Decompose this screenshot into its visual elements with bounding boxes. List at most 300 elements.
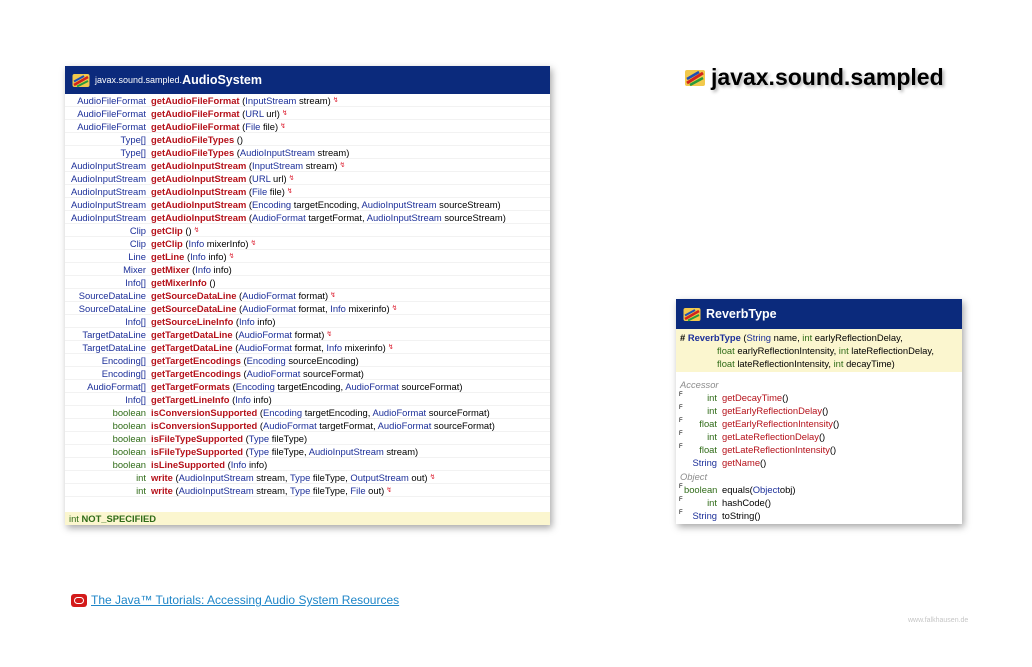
- method-row[interactable]: [65, 354, 550, 367]
- tutorial-link-row: [71, 593, 399, 607]
- param-text: (: [749, 484, 753, 495]
- throws-icon: ↯: [326, 331, 333, 338]
- param-text: file): [260, 121, 279, 132]
- return-type[interactable]: AudioInputStream: [70, 199, 146, 210]
- param-text: (: [184, 251, 191, 262]
- param-text: (): [760, 457, 767, 468]
- throws-icon: ↯: [429, 474, 436, 481]
- method-list: [65, 94, 550, 497]
- method-signature: [151, 107, 550, 119]
- final-marker: [676, 456, 684, 469]
- method-signature: [151, 302, 550, 314]
- method-name[interactable]: getEarlyReflectionDelay: [722, 405, 823, 416]
- method-row[interactable]: [65, 237, 550, 250]
- method-signature: [151, 432, 550, 444]
- member-row[interactable]: [676, 417, 962, 430]
- member-row[interactable]: [676, 443, 962, 456]
- method-row[interactable]: [65, 133, 550, 146]
- constant-type: int: [69, 513, 79, 524]
- member-row[interactable]: [676, 404, 962, 417]
- param-text: (: [182, 238, 189, 249]
- method-row[interactable]: [65, 302, 550, 315]
- type-ref[interactable]: Info: [235, 394, 251, 405]
- member-sections: [676, 378, 962, 522]
- param-text: sourceStream): [441, 212, 506, 223]
- protected-marker: #: [680, 332, 686, 343]
- return-type: int: [707, 497, 717, 508]
- method-name[interactable]: getAudioInputStream: [151, 186, 247, 197]
- type-ref[interactable]: InputStream: [252, 160, 304, 171]
- method-name[interactable]: isLineSupported: [151, 459, 225, 470]
- return-type[interactable]: TargetDataLine: [82, 329, 146, 340]
- method-name[interactable]: getDecayTime: [722, 392, 783, 403]
- param-text: stream): [383, 446, 419, 457]
- param-text: (: [239, 95, 246, 106]
- return-type[interactable]: AudioFileFormat: [77, 108, 146, 119]
- method-row[interactable]: [65, 328, 550, 341]
- method-signature: [151, 354, 550, 366]
- method-name[interactable]: getAudioFileFormat: [151, 95, 240, 106]
- param-text: info): [210, 264, 232, 275]
- return-type[interactable]: Info[]: [125, 316, 146, 327]
- throws-icon: ↯: [386, 487, 393, 494]
- method-row[interactable]: [65, 432, 550, 445]
- constant-row[interactable]: [65, 512, 550, 525]
- type-ref[interactable]: URL: [252, 173, 271, 184]
- method-row[interactable]: [65, 185, 550, 198]
- return-type[interactable]: Line: [128, 251, 146, 262]
- type-ref[interactable]: File: [252, 186, 268, 197]
- type-ref[interactable]: URL: [245, 108, 264, 119]
- param-text: fileType,: [269, 446, 309, 457]
- param-text: (: [239, 108, 246, 119]
- param-text: name,: [771, 332, 803, 343]
- param-text: format): [292, 329, 325, 340]
- param-text: (: [224, 459, 231, 470]
- return-type: boolean: [112, 407, 146, 418]
- return-type: boolean: [112, 446, 146, 457]
- type-ref[interactable]: AudioFormat: [252, 212, 306, 223]
- type-ref[interactable]: File: [245, 121, 261, 132]
- java-package-icon: [684, 68, 706, 88]
- reverbtype-header[interactable]: [676, 299, 962, 329]
- type-ref[interactable]: InputStream: [245, 95, 297, 106]
- type-ref[interactable]: Encoding: [252, 199, 292, 210]
- method-name[interactable]: getAudioFileTypes: [151, 134, 235, 145]
- type-ref[interactable]: AudioFormat: [238, 342, 293, 353]
- method-row[interactable]: [65, 406, 550, 419]
- type-ref[interactable]: AudioInputStream: [308, 446, 384, 457]
- param-text: url): [263, 108, 280, 119]
- method-row[interactable]: [65, 367, 550, 380]
- tutorial-link[interactable]: The Java™ Tutorials: Accessing Audio System Resources: [91, 593, 400, 607]
- param-text: (: [246, 212, 253, 223]
- param-text: targetEncoding,: [274, 381, 346, 392]
- method-row[interactable]: [65, 224, 550, 237]
- param-text: sourceEncoding): [285, 355, 359, 366]
- method-signature: [151, 406, 550, 418]
- throws-icon: ↯: [330, 292, 337, 299]
- final-marker: F: [679, 392, 683, 398]
- method-signature: [151, 94, 550, 106]
- type-ref[interactable]: Type: [248, 446, 270, 457]
- keyword: int: [833, 358, 844, 369]
- return-type: boolean: [112, 420, 146, 431]
- return-type: int: [707, 392, 717, 403]
- method-name[interactable]: getAudioFileFormat: [151, 108, 240, 119]
- return-type[interactable]: AudioInputStream: [70, 212, 146, 223]
- section-label: Accessor: [680, 379, 719, 390]
- param-text: (: [232, 342, 239, 353]
- keyword: int: [802, 332, 813, 343]
- param-text: (): [782, 392, 789, 403]
- param-text: out): [365, 485, 385, 496]
- param-text: targetFormat,: [305, 212, 367, 223]
- method-row[interactable]: [65, 289, 550, 302]
- method-name[interactable]: hashCode: [722, 497, 765, 508]
- throws-icon: ↯: [250, 240, 257, 247]
- method-row[interactable]: [65, 471, 550, 484]
- type-ref[interactable]: AudioFormat: [263, 420, 317, 431]
- method-name[interactable]: getSourceDataLine: [151, 303, 237, 314]
- method-name[interactable]: getMixer: [151, 264, 190, 275]
- final-marker: F: [679, 484, 683, 490]
- param-text: (: [232, 329, 239, 340]
- return-type: float: [699, 444, 717, 455]
- method-signature: [151, 393, 550, 405]
- param-text: decayTime): [843, 358, 895, 369]
- param-text: (: [233, 316, 240, 327]
- method-name[interactable]: write: [151, 472, 173, 483]
- type-ref[interactable]: Info: [330, 303, 346, 314]
- return-type[interactable]: AudioFormat[]: [87, 381, 146, 392]
- param-text: targetEncoding,: [291, 199, 362, 210]
- method-row[interactable]: [65, 315, 550, 328]
- method-signature: [151, 211, 550, 223]
- param-text: (: [243, 433, 249, 444]
- method-name[interactable]: getLine: [151, 251, 185, 262]
- type-ref[interactable]: AudioInputStream: [239, 147, 315, 158]
- method-row[interactable]: [65, 393, 550, 406]
- member-row[interactable]: [676, 496, 962, 509]
- param-text: format,: [295, 303, 331, 314]
- param-text: stream,: [253, 485, 290, 496]
- package-title: [684, 64, 944, 91]
- param-text: format,: [292, 342, 327, 353]
- throws-icon: ↯: [391, 305, 398, 312]
- type-ref[interactable]: AudioInputStream: [178, 485, 254, 496]
- param-text: (): [833, 418, 840, 429]
- return-type[interactable]: Info[]: [125, 394, 146, 405]
- param-text: lateReflectionIntensity,: [734, 358, 834, 369]
- param-text: (): [754, 510, 761, 521]
- method-row[interactable]: [65, 120, 550, 133]
- method-name[interactable]: getAudioFileTypes: [151, 147, 235, 158]
- return-type[interactable]: String: [692, 457, 717, 468]
- method-row[interactable]: [65, 146, 550, 159]
- method-row[interactable]: [65, 250, 550, 263]
- constant-name: NOT_SPECIFIED: [81, 513, 157, 524]
- method-row[interactable]: [65, 211, 550, 224]
- param-text: sourceFormat): [398, 381, 463, 392]
- return-type: float: [699, 418, 717, 429]
- type-ref[interactable]: AudioFormat: [242, 290, 296, 301]
- type-ref[interactable]: Info: [188, 238, 205, 249]
- param-text: mixerinfo): [345, 303, 390, 314]
- param-text: (): [764, 497, 771, 508]
- type-ref[interactable]: AudioFormat: [345, 381, 399, 392]
- method-name[interactable]: getAudioInputStream: [151, 199, 247, 210]
- method-row[interactable]: [65, 198, 550, 211]
- method-row[interactable]: [65, 172, 550, 185]
- return-type[interactable]: Clip: [129, 238, 146, 249]
- method-name[interactable]: getTargetFormats: [151, 381, 231, 392]
- method-row[interactable]: [65, 159, 550, 172]
- param-text: sourceStream): [436, 199, 501, 210]
- return-type[interactable]: SourceDataLine: [78, 303, 146, 314]
- constructor[interactable]: [676, 329, 962, 372]
- method-row[interactable]: [65, 341, 550, 354]
- param-text: info): [205, 251, 227, 262]
- member-row[interactable]: [676, 391, 962, 404]
- return-type[interactable]: AudioFileFormat: [77, 95, 146, 106]
- return-type[interactable]: String: [692, 510, 717, 521]
- param-text: (): [822, 405, 829, 416]
- type-ref[interactable]: AudioInputStream: [361, 199, 437, 210]
- param-text: (): [829, 444, 837, 455]
- param-text: (: [236, 303, 243, 314]
- param-text: (): [818, 431, 826, 442]
- throws-icon: ↯: [339, 162, 346, 169]
- type-ref[interactable]: AudioFormat: [238, 329, 293, 340]
- return-type: boolean: [112, 459, 146, 470]
- throws-icon: ↯: [281, 110, 288, 117]
- type-ref[interactable]: Info: [239, 316, 255, 327]
- method-signature: [151, 315, 550, 327]
- method-name[interactable]: isConversionSupported: [151, 407, 258, 418]
- method-signature: [151, 224, 550, 236]
- method-row[interactable]: [65, 419, 550, 432]
- method-name[interactable]: write: [151, 485, 173, 496]
- param-text: lateReflectionDelay,: [848, 345, 934, 356]
- method-row[interactable]: [65, 445, 550, 458]
- throws-icon: ↯: [286, 188, 293, 195]
- type-ref[interactable]: Type: [289, 485, 311, 496]
- return-type: int: [707, 405, 717, 416]
- param-text: (: [257, 420, 263, 431]
- type-ref[interactable]: File: [350, 485, 366, 496]
- method-row[interactable]: [65, 276, 550, 289]
- class-name: ReverbType: [706, 307, 777, 321]
- return-type[interactable]: Mixer: [123, 264, 146, 275]
- method-signature: [151, 445, 550, 457]
- type-ref[interactable]: Type: [289, 472, 311, 483]
- method-row[interactable]: [65, 263, 550, 276]
- return-type: int: [136, 472, 146, 483]
- method-name[interactable]: getLateReflectionDelay: [722, 431, 819, 442]
- method-name[interactable]: getTargetDataLine: [151, 342, 233, 353]
- package-title-text: javax.sound.sampled: [711, 64, 944, 90]
- type-ref[interactable]: String: [746, 332, 772, 343]
- type-ref[interactable]: Info: [195, 264, 211, 275]
- method-name[interactable]: getTargetEncodings: [151, 368, 241, 379]
- param-text: sourceFormat): [431, 420, 495, 431]
- method-name[interactable]: getTargetLineInfo: [151, 394, 230, 405]
- method-name[interactable]: toString: [722, 510, 755, 521]
- class-icon: [683, 307, 701, 322]
- type-ref[interactable]: AudioInputStream: [178, 472, 254, 483]
- member-row[interactable]: [676, 456, 962, 469]
- type-ref[interactable]: Encoding: [235, 381, 275, 392]
- return-type: boolean: [684, 484, 718, 495]
- return-type[interactable]: Type[]: [120, 134, 146, 145]
- method-name[interactable]: getAudioInputStream: [151, 173, 247, 184]
- class-package: javax.sound.sampled.: [95, 75, 183, 85]
- method-row[interactable]: [65, 107, 550, 120]
- final-marker: F: [679, 444, 683, 450]
- method-signature: [151, 328, 550, 340]
- method-name[interactable]: isFileTypeSupported: [151, 433, 244, 444]
- method-name[interactable]: getLateReflectionIntensity: [722, 444, 830, 455]
- return-type[interactable]: Clip: [129, 225, 146, 236]
- param-text: fileType,: [310, 485, 351, 496]
- param-text: info): [246, 459, 268, 470]
- method-name[interactable]: getName: [722, 457, 761, 468]
- method-name[interactable]: getTargetDataLine: [151, 329, 233, 340]
- return-type[interactable]: Encoding[]: [101, 368, 146, 379]
- param-text: (: [189, 264, 196, 275]
- return-type[interactable]: AudioFileFormat: [77, 121, 146, 132]
- return-type: int: [136, 485, 146, 496]
- method-name[interactable]: getClip: [151, 238, 183, 249]
- type-ref[interactable]: Encoding: [263, 407, 303, 418]
- param-text: sourceFormat): [300, 368, 364, 379]
- method-name[interactable]: getTargetEncodings: [151, 355, 241, 366]
- member-row[interactable]: [676, 509, 962, 522]
- type-ref[interactable]: AudioFormat: [242, 303, 296, 314]
- method-signature: [151, 172, 550, 184]
- type-ref[interactable]: Encoding: [246, 355, 286, 366]
- throws-icon: ↯: [288, 175, 295, 182]
- param-text: url): [270, 173, 287, 184]
- type-ref[interactable]: Object: [752, 484, 780, 495]
- audiosystem-class-card: [65, 66, 550, 525]
- method-name[interactable]: getSourceDataLine: [151, 290, 237, 301]
- method-signature: [151, 120, 550, 132]
- type-ref[interactable]: AudioFormat: [377, 420, 432, 431]
- keyword: float: [717, 358, 735, 369]
- method-signature: [151, 133, 550, 145]
- throws-icon: ↯: [193, 227, 200, 234]
- return-type[interactable]: AudioInputStream: [70, 160, 146, 171]
- param-text: file): [267, 186, 285, 197]
- type-ref[interactable]: OutputStream: [350, 472, 409, 483]
- param-text: out): [408, 472, 428, 483]
- param-text: (: [239, 121, 246, 132]
- method-name[interactable]: isFileTypeSupported: [151, 446, 244, 457]
- type-ref[interactable]: Info: [190, 251, 206, 262]
- method-row[interactable]: [65, 458, 550, 471]
- type-ref[interactable]: Type: [248, 433, 270, 444]
- constructor-name[interactable]: ReverbType: [685, 332, 741, 343]
- method-signature: [151, 380, 550, 392]
- param-text: sourceFormat): [426, 407, 490, 418]
- type-ref[interactable]: AudioFormat: [372, 407, 427, 418]
- method-name[interactable]: getEarlyReflectionIntensity: [722, 418, 833, 429]
- param-text: format): [295, 290, 329, 301]
- method-name[interactable]: getSourceLineInfo: [151, 316, 234, 327]
- method-name[interactable]: equals: [722, 484, 750, 495]
- method-name[interactable]: getAudioInputStream: [151, 212, 247, 223]
- param-text: info): [250, 394, 272, 405]
- oracle-icon: [71, 594, 87, 607]
- type-ref[interactable]: AudioFormat: [246, 368, 301, 379]
- param-text: fileType,: [310, 472, 351, 483]
- return-type: int: [707, 431, 717, 442]
- param-text: (: [246, 186, 253, 197]
- method-signature: [151, 289, 550, 301]
- return-type[interactable]: AudioInputStream: [70, 186, 146, 197]
- param-text: (: [246, 199, 253, 210]
- method-signature: [151, 159, 550, 171]
- return-type[interactable]: SourceDataLine: [78, 290, 146, 301]
- method-name[interactable]: getMixerInfo: [151, 277, 207, 288]
- method-signature: [151, 458, 550, 470]
- keyword: int: [838, 345, 849, 356]
- method-signature: [151, 341, 550, 353]
- method-signature: [151, 185, 550, 197]
- param-text: earlyReflectionDelay,: [812, 332, 903, 343]
- constructor-line: [680, 331, 958, 344]
- return-type[interactable]: Info[]: [125, 277, 146, 288]
- param-text: mixerinfo): [342, 342, 386, 353]
- method-name[interactable]: getAudioFileFormat: [151, 121, 240, 132]
- return-type[interactable]: Type[]: [120, 147, 146, 158]
- return-type[interactable]: TargetDataLine: [82, 342, 146, 353]
- param-text: stream,: [253, 472, 290, 483]
- final-marker: F: [679, 418, 683, 424]
- method-signature: [151, 471, 550, 483]
- param-text: info): [254, 316, 276, 327]
- param-text: (: [172, 472, 179, 483]
- member-row[interactable]: [676, 430, 962, 443]
- type-ref[interactable]: Info: [230, 459, 247, 470]
- method-name[interactable]: getAudioInputStream: [151, 160, 247, 171]
- method-signature: [151, 198, 550, 210]
- member-row[interactable]: [676, 483, 962, 496]
- param-text: obj): [779, 484, 796, 495]
- method-signature: [151, 263, 550, 275]
- param-text: (): [234, 134, 244, 145]
- method-row[interactable]: [65, 484, 550, 497]
- throws-icon: ↯: [228, 253, 235, 260]
- param-text: (): [206, 277, 216, 288]
- throws-icon: ↯: [387, 344, 394, 351]
- method-row[interactable]: [65, 380, 550, 393]
- return-type[interactable]: Encoding[]: [101, 355, 146, 366]
- type-ref[interactable]: Info: [326, 342, 343, 353]
- method-name[interactable]: isConversionSupported: [151, 420, 258, 431]
- method-signature: [151, 367, 550, 379]
- method-name[interactable]: getClip: [151, 225, 183, 236]
- throws-icon: ↯: [332, 97, 339, 104]
- method-signature: [151, 484, 550, 496]
- audiosystem-header[interactable]: [65, 66, 550, 94]
- return-type[interactable]: AudioInputStream: [70, 173, 146, 184]
- type-ref[interactable]: AudioInputStream: [366, 212, 442, 223]
- method-row[interactable]: [65, 94, 550, 107]
- param-text: fileType): [269, 433, 308, 444]
